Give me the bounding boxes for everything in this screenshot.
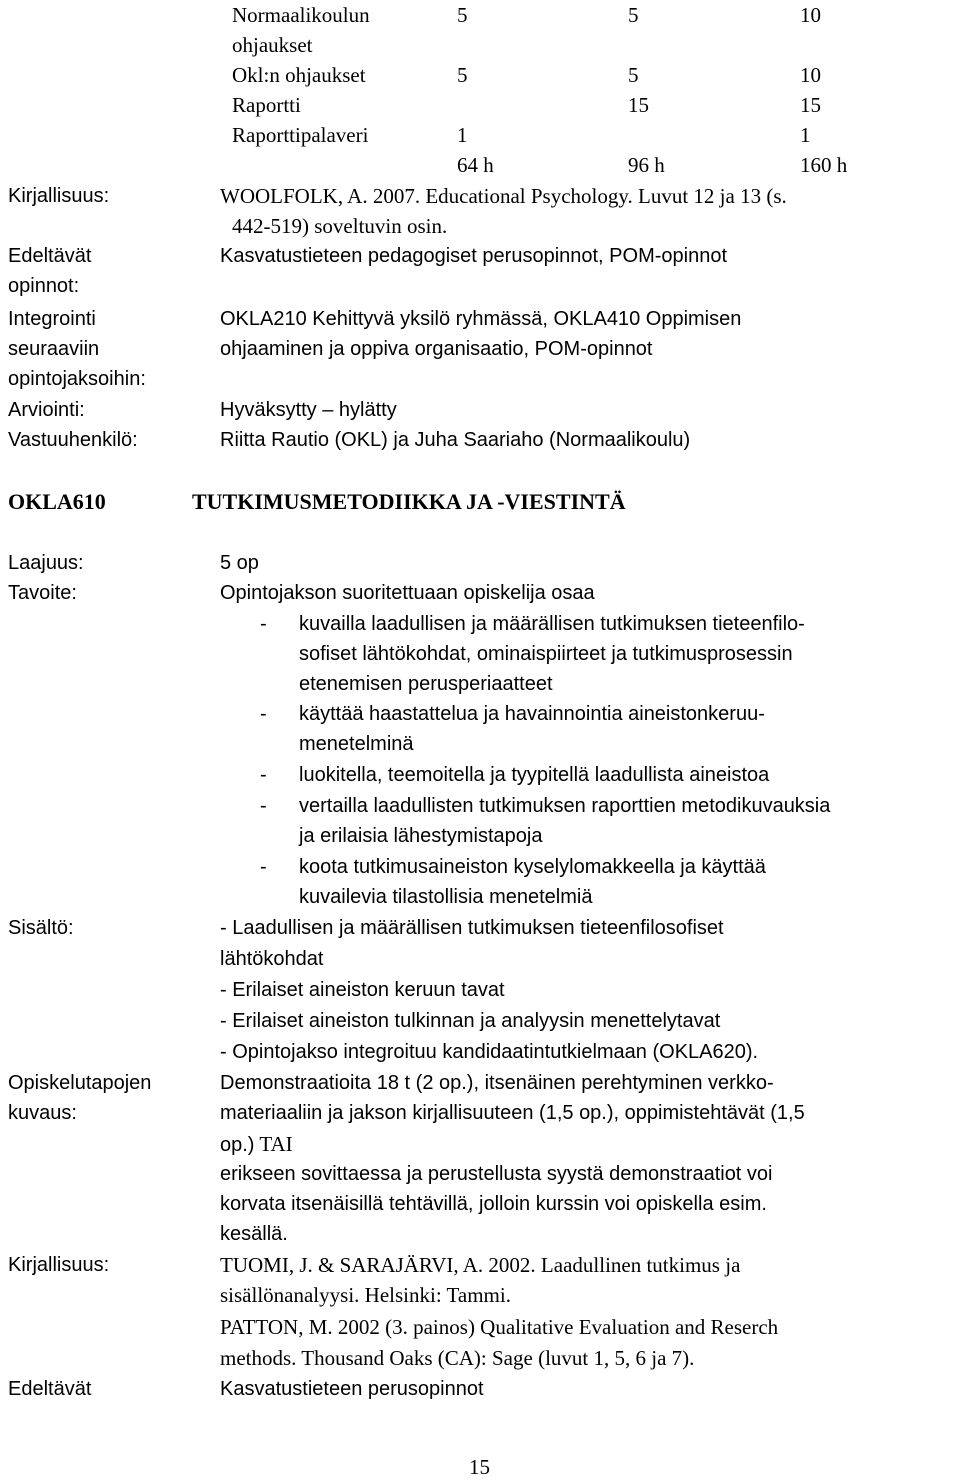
assessment-value: Hyväksytty – hylätty: [220, 399, 397, 421]
integration-label: Integrointi: [8, 308, 96, 330]
literature-label: Kirjallisuus:: [8, 185, 110, 207]
methods-label: kuvaus:: [8, 1102, 77, 1124]
methods-tai: TAI: [259, 1132, 293, 1156]
table-total: 96 h: [628, 153, 665, 177]
content-line: lähtökohdat: [220, 948, 324, 970]
list-bullet: -: [260, 703, 267, 725]
list-item: etenemisen perusperiaatteet: [299, 673, 553, 695]
list-item: koota tutkimusaineiston kyselylomakkeella ja käyttää: [299, 856, 766, 878]
prerequisites-label: Edeltävät: [8, 245, 92, 267]
scope-label: Laajuus:: [8, 552, 84, 574]
integration-label: seuraaviin: [8, 338, 100, 360]
list-item: sofiset lähtökohdat, ominaispiirteet ja tutkimusprosessin: [299, 643, 793, 665]
list-bullet: -: [260, 764, 267, 786]
list-bullet: -: [260, 795, 267, 817]
table-cell: 10: [800, 3, 821, 27]
prerequisites-label: opinnot:: [8, 275, 80, 297]
methods-line: [220, 1129, 293, 1160]
table-row-label: Raporttipalaveri: [232, 123, 369, 147]
list-item: vertailla laadullisten tutkimuksen raporttien metodikuvauksia: [299, 795, 831, 817]
integration-label: opintojaksoihin:: [8, 368, 146, 390]
table-row-label: Raportti: [232, 93, 301, 117]
content-label: Sisältö:: [8, 917, 74, 939]
table-cell: 5: [628, 63, 639, 87]
responsible-label: Vastuuhenkilö:: [8, 429, 138, 451]
list-bullet: -: [260, 856, 267, 878]
table-cell: 5: [457, 63, 468, 87]
list-item: kuvailla laadullisen ja määrällisen tutkimuksen tieteenfilo-: [299, 613, 805, 635]
table-total: 160 h: [800, 153, 848, 177]
table-total: 64 h: [457, 153, 494, 177]
table-row-label: Normaalikoulun: [232, 3, 370, 27]
methods-op: op.): [220, 1134, 255, 1156]
content-line: - Erilaiset aineiston keruun tavat: [220, 979, 505, 1001]
list-bullet: -: [260, 613, 267, 635]
methods-line: korvata itsenäisillä tehtävillä, jolloin kurssin voi opiskella esim.: [220, 1193, 767, 1215]
table-cell: 15: [800, 93, 821, 117]
literature-line: PATTON, M. 2002 (3. painos) Qualitative Evaluation and Reserch: [220, 1315, 779, 1339]
goals-intro: Opintojakson suoritettuaan opiskelija osaa: [220, 582, 595, 604]
list-item: ja erilaisia lähestymistapoja: [299, 825, 543, 847]
methods-line: kesällä.: [220, 1223, 288, 1245]
list-item: menetelminä: [299, 733, 414, 755]
course-title: TUTKIMUSMETODIIKKA JA -VIESTINTÄ: [192, 489, 626, 514]
scope-value: 5 op: [220, 552, 259, 574]
table-cell: 1: [800, 123, 811, 147]
assessment-label: Arviointi:: [8, 399, 85, 421]
methods-line: materiaaliin ja jakson kirjallisuuteen (1,5 op.), oppimistehtävät (1,5: [220, 1102, 805, 1124]
prerequisites-value: Kasvatustieteen pedagogiset perusopinnot, POM-opinnot: [220, 245, 728, 267]
literature-line: 442-519) soveltuvin osin.: [232, 214, 448, 238]
prerequisites-value: Kasvatustieteen perusopinnot: [220, 1378, 484, 1400]
table-row-label: ohjaukset: [232, 33, 313, 57]
literature-label: Kirjallisuus:: [8, 1254, 110, 1276]
methods-line: Demonstraatioita 18 t (2 op.), itsenäinen perehtyminen verkko-: [220, 1072, 774, 1094]
page-number: 15: [469, 1455, 490, 1479]
integration-value: ohjaaminen ja oppiva organisaatio, POM-opinnot: [220, 338, 653, 360]
table-row-label: Okl:n ohjaukset: [232, 63, 366, 87]
literature-line: WOOLFOLK, A. 2007. Educational Psychology. Luvut 12 ja 13 (s.: [220, 184, 787, 208]
table-cell: 15: [628, 93, 649, 117]
literature-line: sisällönanalyysi. Helsinki: Tammi.: [220, 1283, 511, 1307]
methods-label: Opiskelutapojen: [8, 1072, 152, 1094]
table-cell: 1: [457, 123, 468, 147]
table-cell: 5: [628, 3, 639, 27]
table-cell: 10: [800, 63, 821, 87]
list-item: luokitella, teemoitella ja tyypitellä laadullista aineistoa: [299, 764, 770, 786]
content-line: - Laadullisen ja määrällisen tutkimuksen tieteenfilosofiset: [220, 917, 724, 939]
course-code: OKLA610: [8, 489, 106, 514]
literature-line: TUOMI, J. & SARAJÄRVI, A. 2002. Laadullinen tutkimus ja: [220, 1253, 741, 1277]
prerequisites-label: Edeltävät: [8, 1378, 92, 1400]
content-line: - Opintojakso integroituu kandidaatintutkielmaan (OKLA620).: [220, 1041, 759, 1063]
integration-value: OKLA210 Kehittyvä yksilö ryhmässä, OKLA410 Oppimisen: [220, 308, 742, 330]
list-item: kuvailevia tilastollisia menetelmiä: [299, 886, 593, 908]
content-line: - Erilaiset aineiston tulkinnan ja analyysin menettelytavat: [220, 1010, 721, 1032]
table-cell: 5: [457, 3, 468, 27]
responsible-value: Riitta Rautio (OKL) ja Juha Saariaho (Normaalikoulu): [220, 429, 691, 451]
list-item: käyttää haastattelua ja havainnointia aineistonkeruu-: [299, 703, 765, 725]
goals-label: Tavoite:: [8, 582, 77, 604]
literature-line: methods. Thousand Oaks (CA): Sage (luvut 1, 5, 6 ja 7).: [220, 1346, 695, 1370]
methods-line: erikseen sovittaessa ja perustellusta syystä demonstraatiot voi: [220, 1163, 773, 1185]
